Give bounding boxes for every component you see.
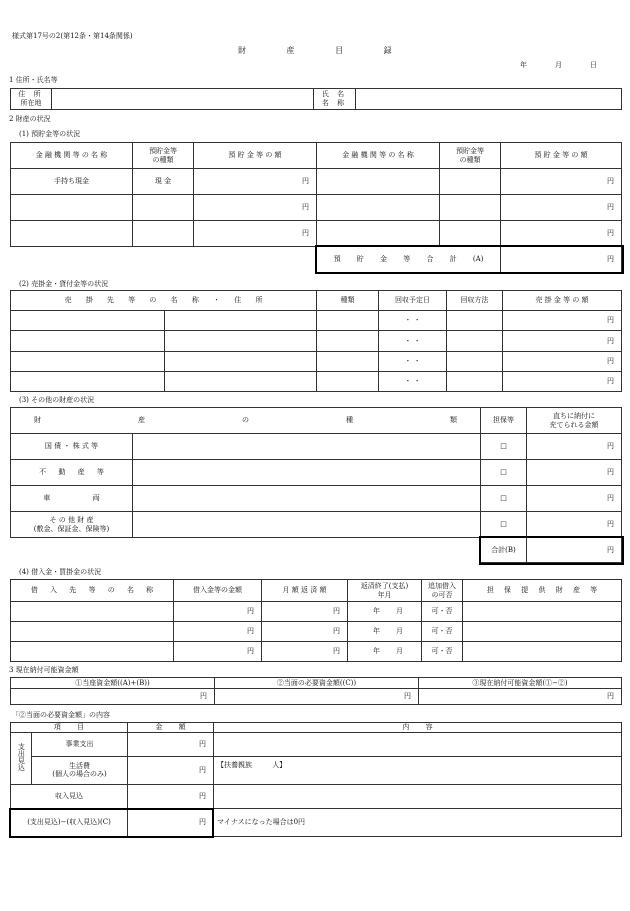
asset-detail-cell[interactable] (133, 460, 481, 486)
amount-cell[interactable]: 円 (501, 169, 622, 195)
name-field[interactable] (356, 89, 622, 110)
col-institution: 金 融 機 関 等 の 名 称 (11, 143, 133, 169)
lender-cell[interactable] (11, 642, 174, 662)
net-required-note: マイナスになった場合は0円 (214, 808, 622, 836)
collateral-checkbox[interactable]: □ (481, 486, 527, 512)
other-total-label: 合計(B) (481, 538, 527, 563)
date-year-label: 年 (520, 61, 527, 69)
business-expense-label: 事業支出 (32, 732, 128, 756)
loans-heading: (4) 借入金・買掛金の状況 (19, 568, 102, 576)
amount-cell[interactable]: 円 (501, 195, 622, 221)
table-row (11, 784, 622, 808)
loan-amount-cell[interactable]: 円 (174, 642, 262, 662)
table-row (11, 622, 622, 642)
col-payable-amount: 直ちに納付に 充てられる金額 (527, 408, 622, 434)
collateral-checkbox[interactable]: □ (481, 460, 527, 486)
amount-cell[interactable]: 円 (527, 512, 622, 538)
table-row (11, 732, 622, 756)
col-repayment-end: 返済終了(支払) 年月 (348, 580, 422, 602)
kind-cell[interactable] (317, 371, 379, 391)
current-funds-amount[interactable]: 円 (11, 689, 215, 705)
col-collateral: 担保等 (481, 408, 527, 434)
asset-detail-cell[interactable] (133, 486, 481, 512)
table-row (11, 169, 622, 195)
section4-heading: 「②当面の必要資金額」の内容 (12, 711, 110, 719)
deposits-total-label: 預 貯 金 等 合 計 (A) (317, 247, 501, 273)
table-row (11, 195, 622, 221)
col-content: 内 容 (214, 723, 622, 733)
payable-funds-table (10, 677, 622, 705)
living-expense-label: 生活費 (個人の場合のみ) (32, 756, 128, 784)
loans-table (10, 579, 622, 662)
additional-loan-cell[interactable]: 可・否 (422, 602, 463, 622)
method-cell[interactable] (447, 311, 503, 331)
type-cell[interactable] (440, 169, 501, 195)
table-row (11, 486, 622, 512)
required-funds-amount[interactable]: 円 (215, 689, 419, 705)
party-address-cell[interactable] (165, 351, 317, 371)
deposits-total-frame (315, 245, 624, 274)
type-cell[interactable] (133, 195, 194, 221)
deposits-heading: (1) 預貯金等の状況 (19, 130, 81, 138)
type-cell[interactable] (440, 195, 501, 221)
party-address-cell[interactable] (165, 331, 317, 351)
party-name-cell[interactable] (11, 331, 165, 351)
amount-cell[interactable]: 円 (194, 221, 317, 247)
amount-cell[interactable]: 円 (503, 331, 622, 351)
net-required-amount[interactable]: 円 (128, 808, 214, 836)
table-row (11, 221, 622, 247)
party-name-cell[interactable] (11, 371, 165, 391)
income-label: 収入見込 (11, 784, 128, 808)
due-date-cell[interactable]: ・ ・ (379, 331, 447, 351)
lender-cell[interactable] (11, 602, 174, 622)
amount-cell[interactable]: 円 (194, 169, 317, 195)
section3-heading: 3 現在納付可能資金額 (9, 666, 79, 674)
col-party: 売 掛 先 等 の 名 称 ・ 住 所 (11, 291, 317, 311)
monthly-cell[interactable]: 円 (262, 622, 348, 642)
col-method: 回収方法 (447, 291, 503, 311)
col-institution-right: 金 融 機 関 等 の 名 称 (317, 143, 440, 169)
net-required-label: (支出見込)−(収入見込)(C) (11, 808, 128, 836)
table-row (11, 311, 622, 331)
table-row (11, 371, 622, 391)
institution-cell[interactable]: 手持ち現金 (11, 169, 133, 195)
col-kind: 種類 (317, 291, 379, 311)
institution-cell[interactable] (11, 195, 133, 221)
asset-detail-cell[interactable] (133, 434, 481, 460)
col-collateral-property: 担 保 提 供 財 産 等 (463, 580, 622, 602)
section1-heading: 1 住所・氏名等 (9, 76, 58, 84)
receivables-heading: (2) 売掛金・貸付金等の状況 (19, 280, 109, 288)
type-cell[interactable] (133, 221, 194, 247)
amount-cell[interactable]: 円 (503, 351, 622, 371)
collateral-checkbox[interactable]: □ (481, 512, 527, 538)
kind-cell[interactable] (317, 351, 379, 371)
asset-detail-cell[interactable] (133, 512, 481, 538)
receivables-table (10, 290, 622, 392)
lender-cell[interactable] (11, 622, 174, 642)
method-cell[interactable] (447, 331, 503, 351)
income-amount[interactable]: 円 (128, 784, 214, 808)
table-row (11, 512, 622, 538)
page-title: 財 産 目 録 (238, 46, 392, 55)
col-amount: 金 額 (128, 723, 214, 733)
amount-cell[interactable]: 円 (527, 486, 622, 512)
collateral-checkbox[interactable]: □ (481, 434, 527, 460)
due-date-cell[interactable]: ・ ・ (379, 371, 447, 391)
method-cell[interactable] (447, 351, 503, 371)
other-total-amount[interactable]: 円 (527, 538, 622, 563)
col-asset-kind: 財 産 の 種 類 (11, 408, 481, 434)
address-name-table (10, 88, 622, 110)
end-date-cell[interactable]: 年 月 (348, 602, 422, 622)
amount-cell[interactable]: 円 (501, 221, 622, 247)
col-item: 項 目 (11, 723, 128, 733)
due-date-cell[interactable]: ・ ・ (379, 311, 447, 331)
table-row (11, 434, 622, 460)
monthly-cell[interactable]: 円 (262, 642, 348, 662)
kind-cell[interactable] (317, 311, 379, 331)
col-lender: 借 入 先 等 の 名 称 (11, 580, 174, 602)
collateral-cell[interactable] (463, 602, 622, 622)
other-total-frame (479, 536, 624, 565)
institution-cell[interactable] (317, 169, 440, 195)
kind-cell[interactable] (317, 331, 379, 351)
deposits-table (10, 142, 622, 247)
deposits-total-amount[interactable]: 円 (501, 247, 622, 273)
asset-kind-label: 不 動 産 等 (11, 460, 133, 486)
income-content[interactable] (214, 784, 622, 808)
table-row (11, 602, 622, 622)
col-payable-funds: ③現在納付可能資金額(①−②) (419, 678, 622, 689)
table-row (11, 642, 622, 662)
collateral-cell[interactable] (463, 622, 622, 642)
institution-cell[interactable] (11, 221, 133, 247)
col-current-funds: ①当座資金額((A)+(B)) (11, 678, 215, 689)
col-required-funds: ②当面の必要資金額((C)) (215, 678, 419, 689)
amount-cell[interactable]: 円 (503, 371, 622, 391)
party-name-cell[interactable] (11, 311, 165, 331)
table-row (11, 351, 622, 371)
other-assets-table (10, 407, 622, 538)
name-label: 氏 名 名 称 (314, 89, 356, 110)
institution-cell[interactable] (317, 195, 440, 221)
amount-cell[interactable]: 円 (527, 460, 622, 486)
other-assets-heading: (3) その他の財産の状況 (19, 396, 95, 404)
due-date-cell[interactable]: ・ ・ (379, 351, 447, 371)
asset-kind-label: そ の 他 財 産 (敷金、保証金、保険等) (11, 512, 133, 538)
party-address-cell[interactable] (165, 371, 317, 391)
table-row (11, 756, 622, 784)
amount-cell[interactable]: 円 (194, 195, 317, 221)
method-cell[interactable] (447, 371, 503, 391)
date-day-label: 日 (590, 61, 597, 69)
institution-cell[interactable] (317, 221, 440, 247)
col-loan-amount: 借入金等の金額 (174, 580, 262, 602)
type-cell[interactable]: 現 金 (133, 169, 194, 195)
table-row (11, 460, 622, 486)
business-expense-content[interactable] (214, 732, 622, 756)
party-name-cell[interactable] (11, 351, 165, 371)
type-cell[interactable] (440, 221, 501, 247)
amount-cell[interactable]: 円 (503, 311, 622, 331)
col-due-date: 回収予定日 (379, 291, 447, 311)
col-deposit-type-right: 預貯金等 の種類 (440, 143, 501, 169)
col-deposit-amount: 預 貯 金 等 の 額 (194, 143, 317, 169)
date-month-label: 月 (555, 61, 562, 69)
monthly-cell[interactable]: 円 (262, 602, 348, 622)
net-required-frame (9, 808, 214, 838)
col-deposit-type: 預貯金等 の種類 (133, 143, 194, 169)
business-expense-amount[interactable]: 円 (128, 732, 214, 756)
amount-cell[interactable]: 円 (527, 434, 622, 460)
additional-loan-cell[interactable]: 可・否 (422, 622, 463, 642)
payable-funds-amount[interactable]: 円 (419, 689, 622, 705)
address-field[interactable] (52, 89, 314, 110)
end-date-cell[interactable]: 年 月 (348, 622, 422, 642)
table-row (11, 331, 622, 351)
col-monthly-repayment: 月 額 返 済 額 (262, 580, 348, 602)
form-number: 様式第17号の2(第12条・第14条関係) (12, 32, 133, 40)
col-additional-loan: 追加借入 の可否 (422, 580, 463, 602)
end-date-cell[interactable]: 年 月 (348, 642, 422, 662)
living-expense-amount[interactable]: 円 (128, 756, 214, 784)
expense-side-label: 支出見込 (11, 732, 32, 784)
loan-amount-cell[interactable]: 円 (174, 622, 262, 642)
asset-kind-label: 国 債 ・ 株 式 等 (11, 434, 133, 460)
col-receivable-amount: 売 掛 金 等 の 額 (503, 291, 622, 311)
address-label: 住 所 所在地 (11, 89, 52, 110)
col-deposit-amount-right: 預 貯 金 等 の 額 (501, 143, 622, 169)
additional-loan-cell[interactable]: 可・否 (422, 642, 463, 662)
loan-amount-cell[interactable]: 円 (174, 602, 262, 622)
dependents-content[interactable]: 【扶養親族 人】 (214, 756, 622, 784)
collateral-cell[interactable] (463, 642, 622, 662)
asset-kind-label: 車 両 (11, 486, 133, 512)
party-address-cell[interactable] (165, 311, 317, 331)
section2-heading: 2 財産の状況 (9, 115, 51, 123)
